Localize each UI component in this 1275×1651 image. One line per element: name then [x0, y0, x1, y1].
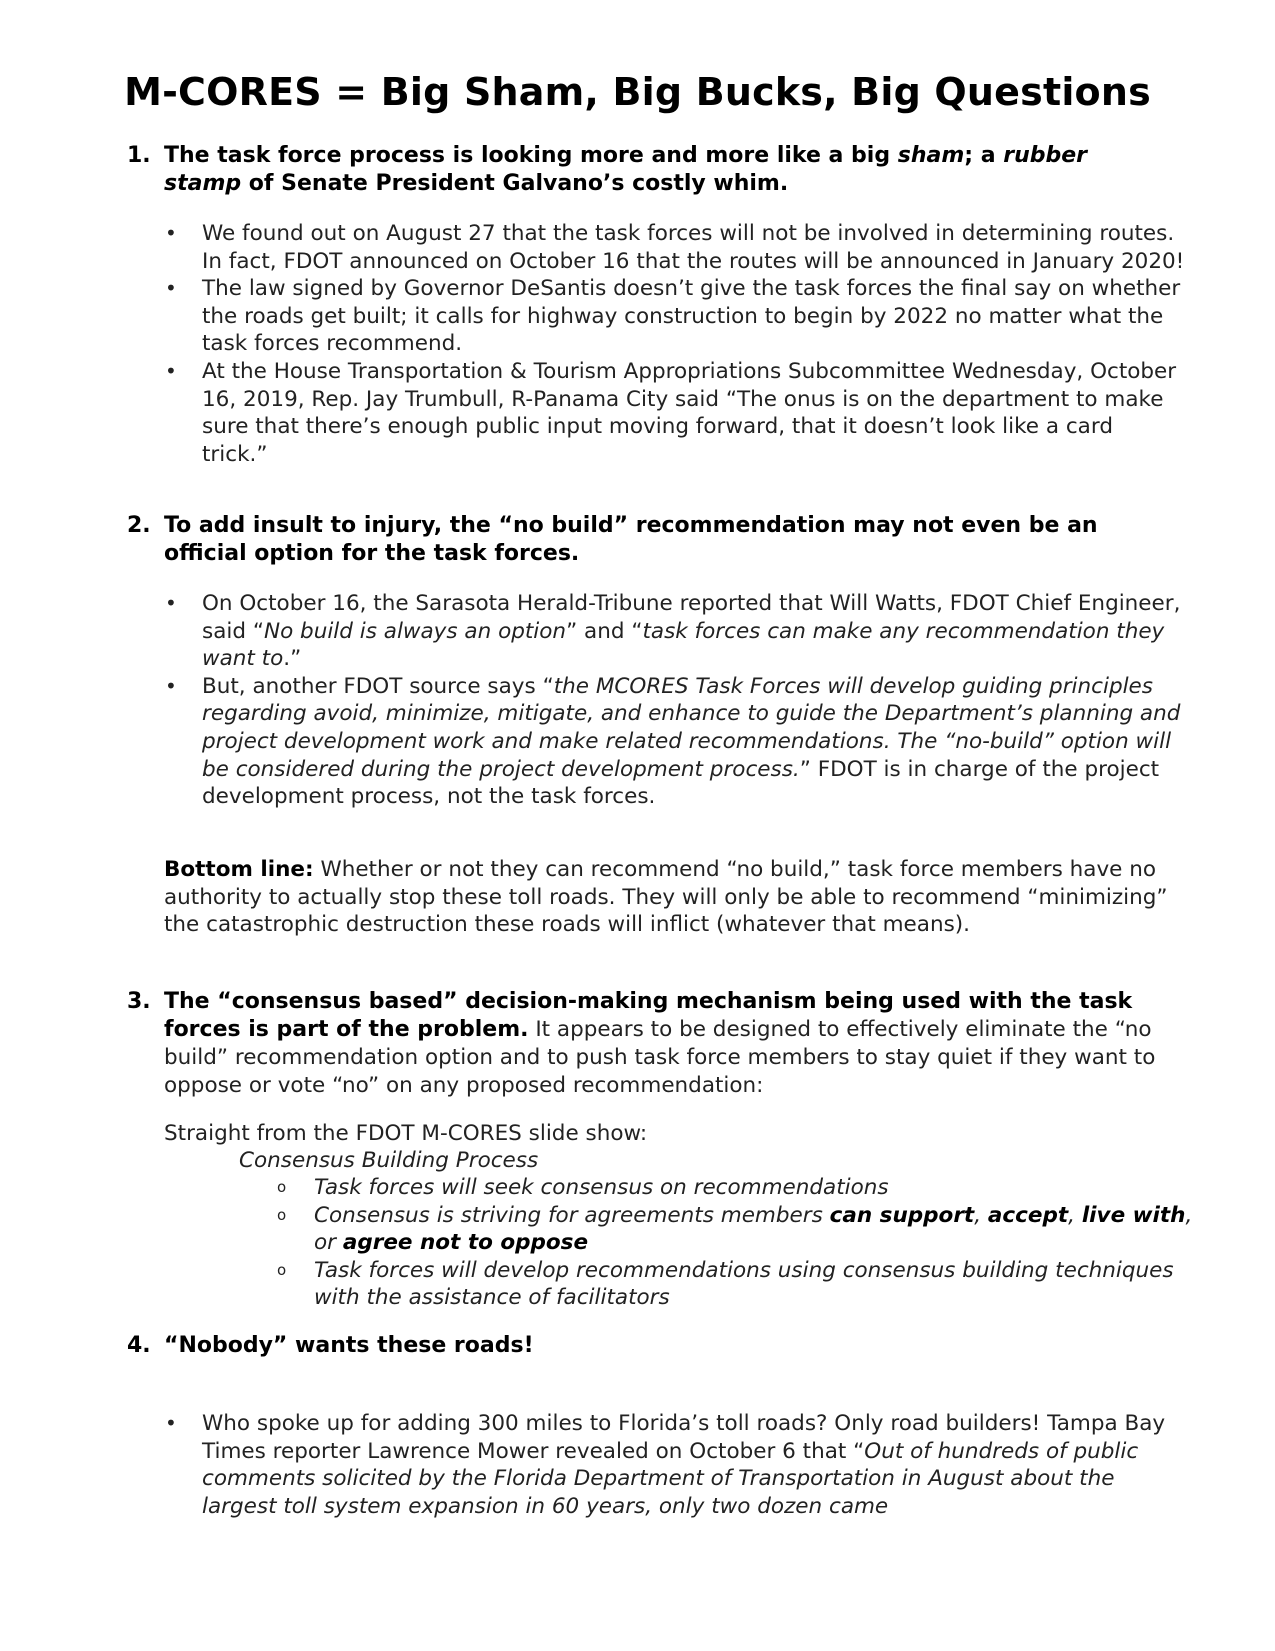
- item-emphasis: agree not to oppose: [342, 1230, 589, 1256]
- bullet-text: But, another FDOT source says “: [202, 673, 554, 699]
- section-3-heading: [127, 988, 1157, 1100]
- section-1-heading: [127, 142, 1157, 198]
- section-number: 1.: [127, 143, 151, 168]
- slide-show-intro: Straight from the FDOT M-CORES slide show:: [164, 1121, 648, 1146]
- heading-emphasis: sham: [897, 143, 965, 168]
- page-title: M-CORES = Big Sham, Big Bucks, Big Questions: [124, 70, 1151, 114]
- section-number: 2.: [127, 513, 151, 538]
- item-emphasis: can support: [829, 1202, 975, 1228]
- section-4-heading: [127, 1332, 1157, 1360]
- quote-text: task forces can make any recommendation they want to: [202, 618, 1165, 672]
- bottom-line-label: Bottom line:: [164, 857, 314, 882]
- heading-bold: The “consensus based” decision-making mechanism being used with the task forces is part of the problem.: [164, 989, 1133, 1042]
- bullet-item: [165, 1410, 1185, 1520]
- bottom-line-paragraph: [164, 856, 1174, 939]
- section-number: 3.: [127, 989, 151, 1014]
- quote-text: No build is always an option: [263, 618, 567, 644]
- section-heading-text: “Nobody” wants these roads!: [164, 1333, 534, 1358]
- section-heading-text: [127, 142, 1157, 198]
- section-1-bullets: [165, 220, 1185, 468]
- bullet-item: [165, 673, 1185, 811]
- consensus-item: [275, 1202, 1195, 1257]
- section-heading-text: [127, 988, 1157, 1100]
- bullet-text: .”: [283, 646, 302, 672]
- section-heading-text: To add insult to injury, the “no build” recommendation may not even be an official option for the task forces.: [164, 513, 1098, 566]
- consensus-list: [275, 1174, 1195, 1312]
- section-number: 4.: [127, 1333, 151, 1358]
- bottom-line-text: Whether or not they can recommend “no build,” task force members have no authority to actually stop these toll roads. They will only be able to recommend “minimizing” the catastrophic destruction these roads will inflict (whatever that means).: [164, 857, 1168, 938]
- bullet-text: ” and “: [566, 618, 643, 644]
- item-text: Consensus is striving for agreements members: [314, 1202, 830, 1228]
- consensus-item: o Task forces will seek consensus on recommendations: [275, 1174, 1195, 1202]
- item-text: , or: [314, 1202, 1193, 1256]
- consensus-item: o Task forces will develop recommendations using consensus building techniques with the assistance of facilitators: [275, 1257, 1195, 1312]
- bullet-item: [165, 590, 1185, 673]
- quote-text: the MCORES Task Forces will develop guiding principles regarding avoid, minimize, mitigate, and enhance to guide the Department’s planning and project development work and make related recommendations. The “no-build” option will be considered during the project development process.: [202, 673, 1181, 782]
- heading-part: of Senate President Galvano’s costly whim.: [241, 171, 789, 196]
- item-text: ,: [1068, 1202, 1082, 1228]
- quote-text: Out of hundreds of public comments solicited by the Florida Department of Transportation in August about the largest toll system expansion in 60 years, only two dozen came: [202, 1438, 1139, 1519]
- bullet-text: Who spoke up for adding 300 miles to Florida’s toll roads? Only road builders! Tampa Bay Times reporter Lawrence Mower revealed on October 6 that “: [202, 1411, 1166, 1464]
- bullet-text: On October 16, the Sarasota Herald-Tribune reported that Will Watts, FDOT Chief Engineer, said “: [202, 591, 1181, 644]
- item-emphasis: live with: [1081, 1202, 1186, 1228]
- section-4-bullets: [165, 1410, 1185, 1520]
- heading-emphasis: rubber stamp: [164, 143, 1088, 196]
- section-2-bullets: [165, 590, 1185, 811]
- heading-part: The task force process is looking more and more like a big: [164, 143, 898, 168]
- section-2-heading: [127, 512, 1157, 568]
- item-emphasis: accept: [987, 1202, 1069, 1228]
- item-text: ,: [974, 1202, 988, 1228]
- bullet-item: • The law signed by Governor DeSantis doesn’t give the task forces the final say on whether the roads get built; it calls for highway construction to begin by 2022 no matter what the task forces recommend.: [165, 275, 1185, 358]
- heading-part: ; a: [964, 143, 1004, 168]
- bullet-item: • We found out on August 27 that the task forces will not be involved in determining routes. In fact, FDOT announced on October 16 that the routes will be announced in January 2020!: [165, 220, 1185, 275]
- bullet-item: • At the House Transportation & Tourism Appropriations Subcommittee Wednesday, October 16, 2019, Rep. Jay Trumbull, R-Panama City said “The onus is on the department to make sure that there’s enough public input moving forward, that it doesn’t look like a card trick.”: [165, 358, 1185, 468]
- bullet-text: ” FDOT is in charge of the project development process, not the task forces.: [202, 756, 1160, 810]
- consensus-process-title: Consensus Building Process: [239, 1148, 539, 1173]
- heading-rest: It appears to be designed to effectively eliminate the “no build” recommendation option and to push task force members to stay quiet if they want to oppose or vote “no” on any proposed recommendation:: [164, 1017, 1156, 1098]
